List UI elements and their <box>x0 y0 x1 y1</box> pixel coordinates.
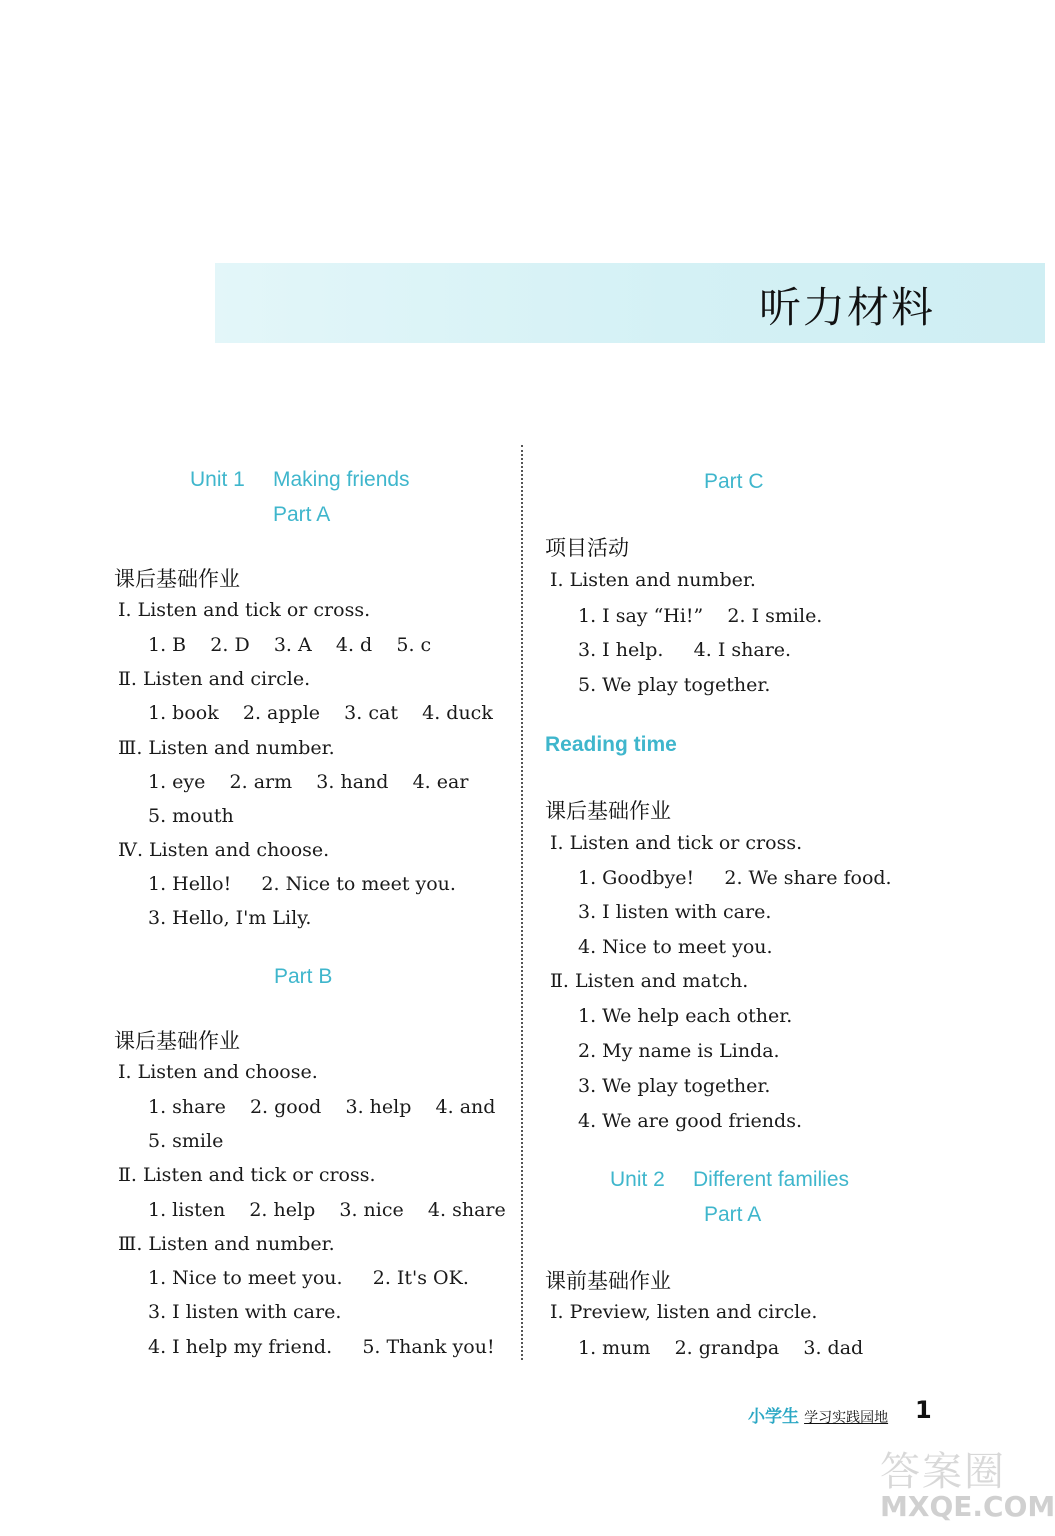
answer-line: 3. I listen with care. <box>148 1301 342 1323</box>
answer-line: 3. I help. 4. I share. <box>578 639 792 661</box>
answer-line: 1. Hello! 2. Nice to meet you. <box>148 873 456 895</box>
unit2-part-a-heading: Part A <box>704 1203 762 1226</box>
page-title: 听力材料 <box>758 283 935 332</box>
exercise-heading: Ⅱ. Listen and match. <box>550 970 749 992</box>
exercise-heading: Ⅰ. Listen and number. <box>550 569 756 591</box>
section-heading: 课后基础作业 <box>114 1029 240 1053</box>
answer-line: 1. book 2. apple 3. cat 4. duck <box>148 702 493 724</box>
section-heading: 课后基础作业 <box>114 567 240 591</box>
exercise-heading: Ⅰ. Preview, listen and circle. <box>550 1301 818 1323</box>
watermark-url: MXQE.COM <box>880 1490 1055 1523</box>
answer-line: 3. We play together. <box>578 1075 771 1097</box>
answer-line: 5. We play together. <box>578 674 771 696</box>
watermark-logo <box>880 1440 1055 1530</box>
brand-sub: 学习实践园地 <box>804 1410 889 1426</box>
answer-line: 1. B 2. D 3. A 4. d 5. c <box>148 634 432 656</box>
exercise-heading: Ⅱ. Listen and tick or cross. <box>118 1164 376 1186</box>
answer-line: 3. I listen with care. <box>578 901 772 923</box>
answer-line: 4. I help my friend. 5. Thank you! <box>148 1336 495 1358</box>
exercise-heading: Ⅰ. Listen and choose. <box>118 1061 318 1083</box>
unit2-number: Unit 2 <box>610 1168 665 1191</box>
answer-line: 1. listen 2. help 3. nice 4. share <box>148 1199 506 1221</box>
answer-line: 4. We are good friends. <box>578 1110 802 1132</box>
column-divider <box>521 445 523 1360</box>
answer-line: 1. We help each other. <box>578 1005 793 1027</box>
page-number: 1 <box>915 1396 932 1424</box>
unit1-part-a-heading: Part A <box>273 503 331 526</box>
exercise-heading: Ⅱ. Listen and circle. <box>118 668 311 690</box>
answer-line: 4. Nice to meet you. <box>578 936 773 958</box>
unit1-part-c-heading: Part C <box>704 470 764 493</box>
answer-line: 1. Goodbye! 2. We share food. <box>578 867 892 889</box>
unit2-title: Different families <box>693 1168 850 1191</box>
unit1-part-b-heading: Part B <box>274 965 333 988</box>
answer-line: 1. eye 2. arm 3. hand 4. ear <box>148 771 469 793</box>
answer-line: 1. share 2. good 3. help 4. and <box>148 1096 496 1118</box>
reading-time-heading: Reading time <box>545 733 677 756</box>
watermark-text: 答案圈 <box>880 1449 1006 1495</box>
title-banner <box>215 263 1045 343</box>
exercise-heading: Ⅰ. Listen and tick or cross. <box>118 599 371 621</box>
section-heading: 项目活动 <box>545 536 629 560</box>
answer-line: 5. mouth <box>148 805 234 827</box>
answer-line: 1. I say “Hi!” 2. I smile. <box>578 605 823 627</box>
answer-line: 5. smile <box>148 1130 224 1152</box>
section-heading: 课后基础作业 <box>545 799 671 823</box>
brand-main: 小学生 <box>748 1407 799 1427</box>
unit1-title: Making friends <box>273 468 410 491</box>
unit1-number: Unit 1 <box>190 468 245 491</box>
answer-line: 1. mum 2. grandpa 3. dad <box>578 1337 864 1359</box>
answer-line: 1. Nice to meet you. 2. It's OK. <box>148 1267 469 1289</box>
exercise-heading: Ⅳ. Listen and choose. <box>118 839 330 861</box>
answer-line: 2. My name is Linda. <box>578 1040 780 1062</box>
publication-brand <box>748 1402 888 1427</box>
exercise-heading: Ⅲ. Listen and number. <box>118 1233 335 1255</box>
section-heading: 课前基础作业 <box>545 1269 671 1293</box>
exercise-heading: Ⅰ. Listen and tick or cross. <box>550 832 803 854</box>
exercise-heading: Ⅲ. Listen and number. <box>118 737 335 759</box>
answer-line: 3. Hello, I'm Lily. <box>148 907 312 929</box>
